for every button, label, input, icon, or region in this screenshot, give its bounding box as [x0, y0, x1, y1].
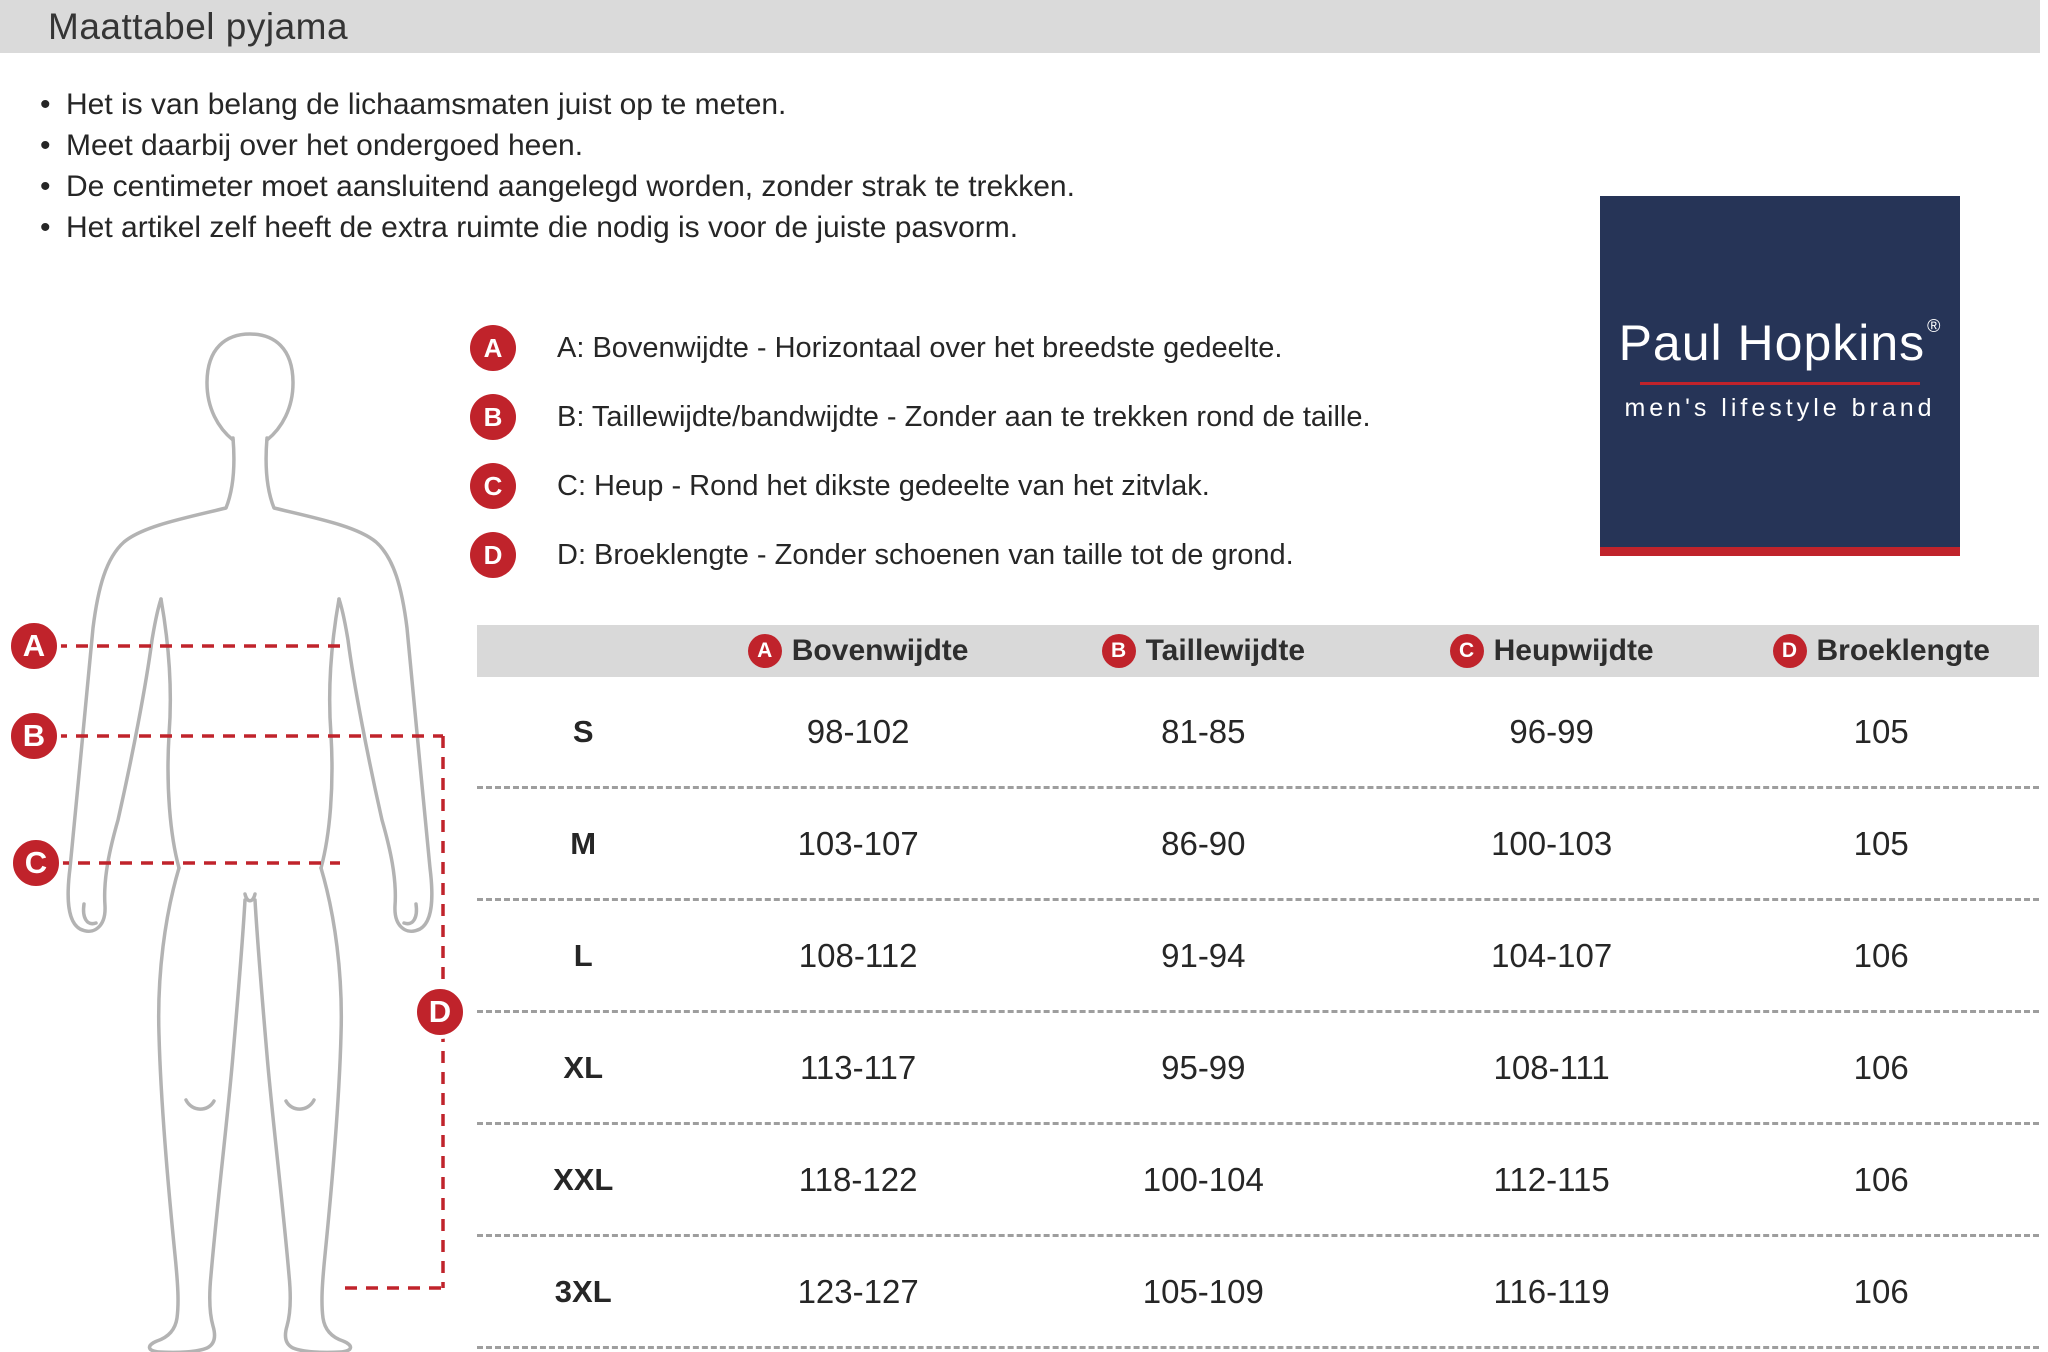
value-bovenwijdte: 113-117	[800, 1048, 917, 1086]
value-broeklengte: 105	[1853, 824, 1909, 862]
instruction-text: Meet daarbij over het ondergoed heen.	[66, 129, 584, 162]
column-header-broeklengte	[1723, 634, 2039, 668]
marker-d-icon	[413, 985, 467, 1039]
value-heupwijdte: 104-107	[1491, 936, 1613, 974]
value-taillewijdte: 100-104	[1142, 1160, 1264, 1198]
value-heupwijdte: 96-99	[1509, 712, 1594, 750]
instruction-text: Het is van belang de lichaamsmaten juist op te meten.	[66, 88, 787, 121]
table-row-m	[477, 789, 2039, 901]
value-broeklengte: 106	[1853, 1048, 1909, 1086]
value-broeklengte: 106	[1853, 1160, 1909, 1198]
legend-text: B: Taillewijdte/bandwijdte - Zonder aan te trekken rond de taille.	[557, 400, 1371, 433]
brand-name-text: Paul Hopkins	[1618, 315, 1926, 371]
value-broeklengte: 106	[1853, 936, 1909, 974]
legend-text: C: Heup - Rond het dikste gedeelte van het zitvlak.	[557, 469, 1210, 502]
header-label: Bovenwijdte	[791, 634, 969, 667]
marker-c-icon	[9, 836, 63, 890]
table-header	[477, 625, 2039, 677]
body-silhouette	[68, 334, 432, 1352]
value-heupwijdte: 108-111	[1493, 1048, 1610, 1086]
legend-text: A: Bovenwijdte - Horizontaal over het breedste gedeelte.	[557, 331, 1283, 364]
value-heupwijdte: 100-103	[1491, 824, 1613, 862]
legend-item	[470, 322, 1371, 374]
table-row-xl	[477, 1013, 2039, 1125]
measurement-legend	[470, 322, 1371, 598]
bullet-icon: •	[40, 88, 51, 121]
marker-letter: A	[22, 628, 46, 663]
legend-item	[470, 529, 1371, 581]
value-bovenwijdte: 123-127	[797, 1272, 919, 1310]
size-table	[477, 625, 2039, 1349]
size-label: XL	[563, 1049, 604, 1085]
legend-item	[470, 391, 1371, 443]
size-label: XXL	[553, 1161, 614, 1197]
header-label: Heupwijdte	[1493, 634, 1654, 667]
header-label: Broeklengte	[1816, 634, 1990, 667]
instruction-text: De centimeter moet aansluitend aangelegd worden, zonder strak te trekken.	[66, 170, 1075, 203]
marker-letter: C	[24, 845, 48, 880]
value-bovenwijdte: 103-107	[797, 824, 919, 862]
value-heupwijdte: 112-115	[1493, 1160, 1610, 1198]
value-taillewijdte: 95-99	[1161, 1048, 1246, 1086]
value-taillewijdte: 91-94	[1161, 936, 1246, 974]
size-label: S	[572, 713, 594, 749]
marker-letter: D	[428, 994, 452, 1029]
table-row-3xl	[477, 1237, 2039, 1349]
brand-logo	[1600, 196, 1960, 556]
value-taillewijdte: 81-85	[1161, 712, 1246, 750]
marker-b-icon	[7, 709, 61, 763]
marker-letter: B	[22, 718, 46, 753]
header-letter-c-icon: C	[1450, 634, 1484, 668]
marker-a-icon	[7, 619, 61, 673]
legend-letter-a-icon: A	[470, 325, 516, 371]
bullet-icon: •	[40, 129, 51, 162]
legend-letter-d-icon: D	[470, 532, 516, 578]
brand-stripe	[1600, 547, 1960, 556]
column-header-taillewijdte	[1027, 634, 1380, 668]
page-title: Maattabel pyjama	[48, 5, 349, 47]
table-row-xxl	[477, 1125, 2039, 1237]
legend-item	[470, 460, 1371, 512]
value-bovenwijdte: 108-112	[798, 936, 918, 974]
size-label: M	[570, 825, 597, 861]
value-heupwijdte: 116-119	[1493, 1272, 1610, 1310]
bullet-icon: •	[40, 170, 51, 203]
header-label: Taillewijdte	[1145, 634, 1306, 667]
value-bovenwijdte: 118-122	[798, 1160, 918, 1198]
legend-text: D: Broeklengte - Zonder schoenen van taille tot de grond.	[557, 538, 1294, 571]
value-taillewijdte: 86-90	[1161, 824, 1246, 862]
table-row-l	[477, 901, 2039, 1013]
value-bovenwijdte: 98-102	[806, 712, 910, 750]
legend-letter-c-icon: C	[470, 463, 516, 509]
column-header-bovenwijdte	[689, 634, 1026, 668]
value-taillewijdte: 105-109	[1142, 1272, 1264, 1310]
size-label: L	[573, 937, 593, 973]
value-broeklengte: 105	[1853, 712, 1909, 750]
header-letter-a-icon: A	[748, 634, 782, 668]
registered-mark: ®	[1927, 316, 1942, 336]
value-broeklengte: 106	[1853, 1272, 1909, 1310]
instruction-text: Het artikel zelf heeft de extra ruimte die nodig is voor de juiste pasvorm.	[66, 211, 1019, 244]
header-letter-d-icon: D	[1773, 634, 1807, 668]
brand-tagline: men's lifestyle brand	[1624, 394, 1936, 422]
brand-divider	[1640, 382, 1920, 385]
size-label: 3XL	[554, 1273, 612, 1309]
brand-name	[1600, 314, 1960, 372]
column-header-heupwijdte	[1380, 634, 1724, 668]
bullet-icon: •	[40, 211, 51, 244]
table-row-s	[477, 677, 2039, 789]
legend-letter-b-icon: B	[470, 394, 516, 440]
header-letter-b-icon: B	[1102, 634, 1136, 668]
